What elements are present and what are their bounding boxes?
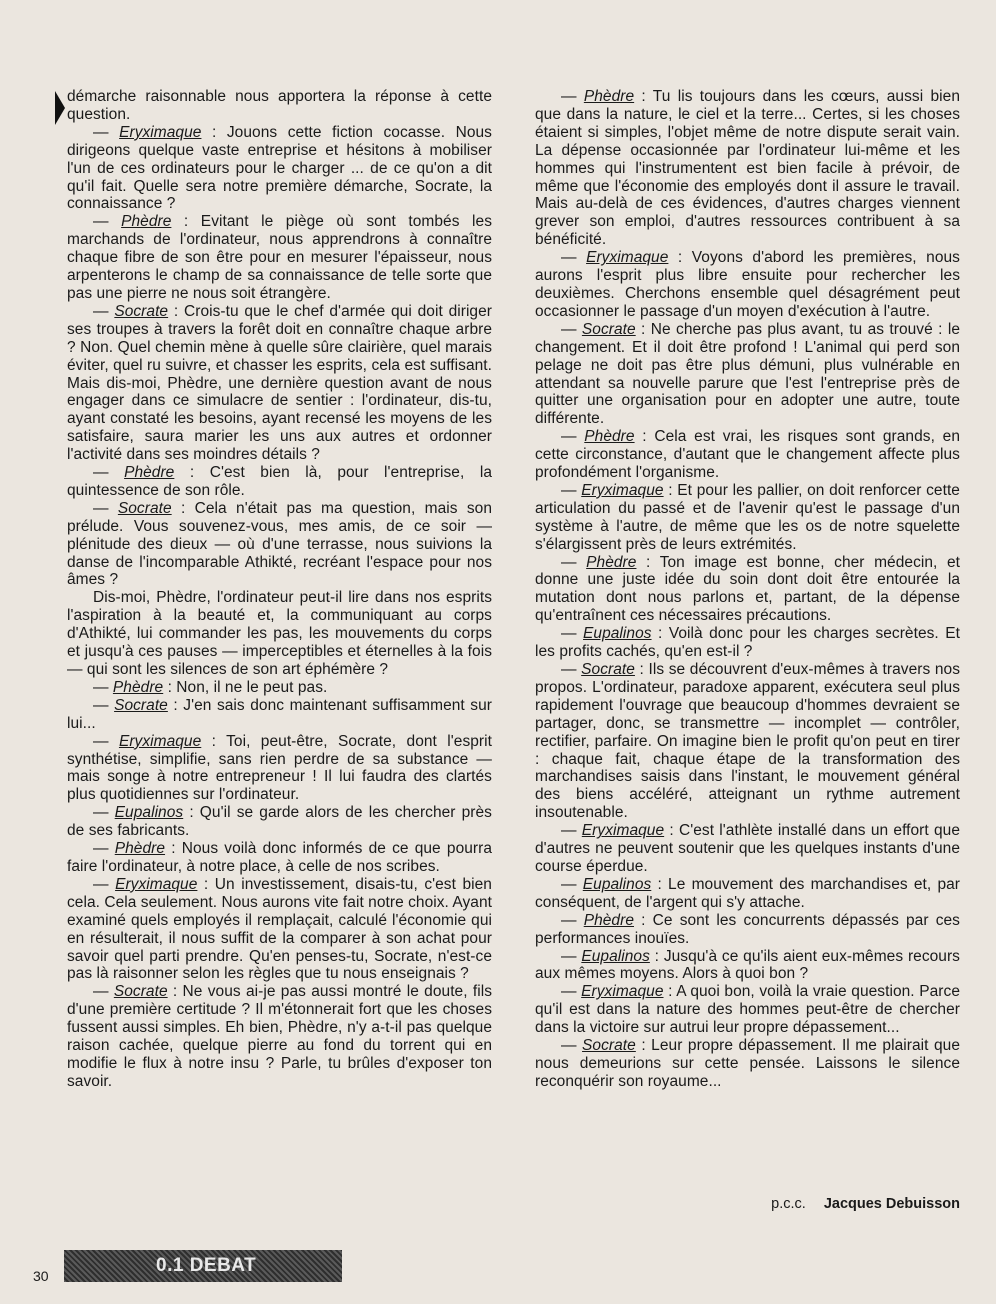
dialogue-text: Ton image est bonne, cher médecin, et donne une juste idée du soin dont doit être entourée la mutation dont nous parlons et, partant, de la dépense qu'entraînent ces nécessaires précautions.	[535, 553, 960, 625]
dialogue-paragraph	[67, 213, 492, 303]
speaker-name: Eryximaque	[581, 481, 664, 499]
speaker-name: Eryximaque	[118, 732, 202, 750]
dialogue-paragraph	[67, 88, 492, 124]
dialogue-paragraph	[535, 912, 960, 948]
page-number: 30	[33, 1268, 49, 1284]
speaker-colon: :	[197, 875, 209, 893]
dialogue-text: Non, il ne le peut pas.	[171, 678, 328, 696]
speaker-colon: :	[636, 553, 651, 571]
right-column	[535, 88, 960, 1091]
dialogue-text: Jusqu'à ce qu'ils aient eux-mêmes recours aux mêmes moyens. Alors à quoi bon ?	[535, 947, 960, 983]
speaker-colon: :	[201, 123, 217, 141]
dialogue-dash: —	[561, 875, 583, 893]
dialogue-dash: —	[93, 840, 115, 858]
speaker-name: Eupalinos	[582, 875, 652, 893]
dialogue-paragraph	[67, 876, 492, 983]
dialogue-text: J'en sais donc maintenant suffisamment sur lui...	[67, 696, 492, 732]
dialogue-dash: —	[93, 678, 113, 696]
dialogue-text: Cela n'était pas ma question, mais son prélude. Vous souvenez-vous, mes amis, de ce soir — plénitude des dieux — où d'une terrasse, nous suivions la danse de l'incomparable Athikté, recréant l'espace pour nos âmes ?	[67, 499, 492, 589]
speaker-name: Eupalinos	[114, 804, 184, 822]
dialogue-dash: —	[561, 481, 582, 499]
speaker-colon: :	[668, 249, 683, 267]
dialogue-dash: —	[561, 822, 582, 840]
dialogue-paragraph	[67, 589, 492, 679]
dialogue-text: A quoi bon, voilà la vraie question. Parce qu'il est dans la nature des hommes peut-être de chercher dans la victoire sur autrui leur propre dépassement...	[535, 983, 960, 1037]
speaker-colon: :	[171, 499, 186, 517]
dialogue-dash: —	[561, 1037, 583, 1055]
speaker-colon: :	[634, 661, 644, 678]
dialogue-paragraph	[67, 500, 492, 590]
dialogue-dash: —	[561, 249, 587, 267]
dialogue-text: Evitant le piège où sont tombés les marchands de l'ordinateur, nous apprendrons à connaître chaque fibre de son être pour en mesurer l'épaisseur, nous arpenterons le champ de sa connaissance de telle sorte que pas une pierre ne nous soit étrangère.	[67, 213, 492, 302]
dialogue-paragraph	[535, 428, 960, 482]
dialogue-text: C'est bien là, pour l'entreprise, la quintessence de son rôle.	[67, 464, 492, 499]
dialogue-text: Ils se découvrent d'eux-mêmes à travers nos propos. L'ordinateur, paradoxe apparent, exécutera seul plus rapidement l'ouvrage que beaucoup d'hommes devraient se partager, donc, se transmettre — incomplet — contrôler, rectifier, parfaire. On imagine bien le profit qu'on peut en tirer : chaque fait, chaque étape de la transformation des marchandises saisis dans l'instant, le mouvement général des biens accéléré, atteignant un rythme autrement insoutenable.	[535, 661, 960, 822]
speaker-name: Phèdre	[124, 464, 175, 482]
dialogue-text: Ce sont les concurrents dépassés par ces performances inouïes.	[535, 911, 960, 947]
left-column	[67, 88, 492, 1091]
speaker-name: Socrate	[114, 302, 169, 320]
speaker-name: Eryximaque	[115, 875, 198, 893]
speaker-colon: :	[651, 625, 663, 643]
dialogue-dash: —	[93, 875, 116, 893]
speaker-name: Eupalinos	[581, 947, 650, 965]
dialogue-paragraph	[67, 840, 492, 876]
dialogue-dash: —	[93, 213, 122, 231]
speaker-colon: :	[651, 875, 662, 893]
dialogue-paragraph	[67, 464, 492, 500]
dialogue-text: Dis-moi, Phèdre, l'ordinateur peut-il lire dans nos esprits l'aspiration à la beauté et, la communiquant au corps d'Athikté, lui commander les pas, les mouvements du corps et jusqu'à ces pauses — imperceptibles et éternelles à la fois — qui sont les silences de son art éphémère ?	[67, 589, 492, 678]
dialogue-text: Voyons d'abord les premières, nous aurons l'esprit plus libre ensuite pour rechercher les deuxièmes. Cherchons ensemble quel désagrément peut occasionner le passage d'un moyen d'exécution à l'autre.	[535, 249, 960, 320]
speaker-colon: :	[634, 428, 647, 446]
section-banner-label: 0.1 DEBAT	[156, 1255, 257, 1276]
dialogue-text: Jouons cette fiction cocasse. Nous dirigeons quelque vaste entreprise et hésitons à mobiliser l'un de ces ordinateurs pour le charger ... de ce qu'on a dit qu'il fait. Quelle sera notre première démarche, Socrate, la connaissance ?	[67, 123, 492, 213]
dialogue-text: Crois-tu que le chef d'armée qui doit diriger ses troupes à travers la forêt doit en connaître chaque arbre ? Non. Quel chemin mène à quelle sûre clairière, quel marais éviter, quel ru suivre, et chasser les esprits, cela est suffisant. Mais dis-moi, Phèdre, une dernière question avant de nous engager dans ce simulacre de sentier : l'ordinateur, dis-tu, ayant constaté les besoins, ayant recensé les moyens de les satisfaire, saura marier les uns aux autres et ordonner l'activité dans ses moindres détails ?	[67, 302, 492, 464]
speaker-name: Phèdre	[112, 678, 164, 696]
dialogue-paragraph	[535, 554, 960, 626]
speaker-name: Phèdre	[586, 553, 637, 571]
dialogue-dash: —	[561, 88, 584, 105]
dialogue-dash: —	[561, 553, 587, 571]
dialogue-paragraph	[535, 1037, 960, 1091]
dialogue-dash: —	[93, 983, 114, 1001]
dialogue-text: Le mouvement des marchandises et, par conséquent, de l'argent qui s'y attache.	[535, 875, 960, 911]
dialogue-paragraph	[535, 482, 960, 554]
speaker-name: Eryximaque	[586, 249, 669, 267]
signature-prefix: p.c.c.	[771, 1196, 806, 1212]
dialogue-text: Ne cherche pas plus avant, tu as trouvé : le changement. Et il doit être profond ! L'animal qui perd son pelage ne doit pas être plus démuni, plus vulnérable en attendant sa nouvelle parure que l'est l'entreprise près de quitter une organisation pour en adopter une autre, toute différente.	[535, 320, 960, 428]
dialogue-paragraph	[535, 661, 960, 822]
signature-name: Jacques Debuisson	[823, 1196, 960, 1212]
dialogue-dash: —	[93, 123, 120, 141]
speaker-name: Socrate	[117, 499, 172, 517]
speaker-colon: :	[634, 88, 646, 105]
dialogue-paragraph	[535, 321, 960, 428]
dialogue-dash: —	[561, 661, 582, 678]
dialogue-text: C'est l'athlète installé dans un effort que d'autres ne peuvent soutenir que les quelques instants d'une course éperdue.	[535, 822, 960, 875]
dialogue-paragraph	[535, 88, 960, 249]
speaker-name: Phèdre	[121, 213, 172, 231]
dialogue-paragraph	[67, 679, 492, 697]
speaker-colon: :	[635, 1037, 646, 1055]
dialogue-paragraph	[67, 124, 492, 214]
dialogue-dash: —	[561, 428, 585, 446]
speaker-name: Eryximaque	[119, 123, 202, 141]
dialogue-text: Et pour les pallier, on doit renforcer cette articulation du passé et de l'avenir qu'est le passage d'un système à l'autre, de même que les os de notre squelette s'élargissent près de leurs extrémités.	[535, 481, 960, 553]
speaker-name: Socrate	[582, 1037, 636, 1055]
dialogue-dash: —	[93, 732, 119, 750]
dialogue-text: Toi, peut-être, Socrate, dont l'esprit synthétise, simplifie, sans rien perdre de sa substance — mais songe à notre entrepreneur ! Il lui faudra des clartés plus quotidiennes sur l'ordinateur.	[67, 732, 492, 804]
speaker-colon: :	[167, 696, 178, 714]
dialogue-paragraph	[535, 625, 960, 661]
speaker-name: Phèdre	[584, 428, 635, 446]
speaker-name: Eryximaque	[581, 822, 665, 840]
dialogue-paragraph	[67, 983, 492, 1090]
section-banner	[64, 1250, 342, 1282]
dialogue-paragraph	[535, 822, 960, 876]
dialogue-dash: —	[93, 804, 115, 822]
dialogue-dash: —	[93, 302, 115, 320]
speaker-colon: :	[635, 320, 646, 338]
dialogue-paragraph	[535, 876, 960, 912]
dialogue-dash: —	[93, 499, 118, 517]
dialogue-dash: —	[561, 983, 582, 1001]
speaker-name: Eryximaque	[581, 983, 664, 1001]
dialogue-text: Nous voilà donc informés de ce que pourra faire l'ordinateur, à notre place, à celle de nos scribes.	[67, 840, 492, 875]
dialogue-dash: —	[93, 464, 125, 482]
speaker-name: Phèdre	[583, 88, 635, 105]
dialogue-text: Voilà donc pour les charges secrètes. Et les profits cachés, qu'en est-il ?	[535, 625, 960, 661]
speaker-colon: :	[649, 947, 660, 965]
dialogue-dash: —	[561, 947, 582, 965]
paragraph-continuation-marker	[55, 91, 65, 125]
speaker-colon: :	[163, 678, 172, 696]
dialogue-paragraph	[67, 697, 492, 733]
speaker-colon: :	[174, 464, 195, 482]
dialogue-paragraph	[535, 249, 960, 321]
speaker-name: Socrate	[581, 320, 636, 338]
signature	[535, 1196, 960, 1212]
dialogue-paragraph	[67, 303, 492, 464]
dialogue-text: Qu'il se garde alors de les chercher près de ses fabricants.	[67, 804, 492, 840]
speaker-colon: :	[201, 732, 217, 750]
speaker-name: Socrate	[114, 696, 168, 714]
dialogue-text: démarche raisonnable nous apportera la réponse à cette question.	[67, 88, 492, 123]
speaker-colon: :	[634, 911, 646, 929]
speaker-colon: :	[663, 481, 673, 499]
dialogue-text: Tu lis toujours dans les cœurs, aussi bien que dans la nature, le ciel et la terre... Certes, si les choses étaient si simples, l'objet même de notre dispute serait vain. La dépense occasionnée par l'ordinateur lui-même et les hommes qui l'instrumentent est bien facile à prévoir, de même que l'économie des employés dont il assure le travail. Mais au-delà de ces évidences, d'autres charges viennent grever son emploi, d'autres ressources contribuent à sa bénéficité.	[535, 88, 960, 249]
speaker-colon: :	[663, 983, 673, 1001]
dialogue-paragraph	[67, 733, 492, 805]
dialogue-text: Ne vous ai-je pas aussi montré le doute, fils d'une première certitude ? Il m'étonnerait fort que les choses fussent aussi simples. Eh bien, Phèdre, n'y a-t-il pas quelque raison cachée, quelque pierre au fond du torrent qui en modifie le flux à notre insu ? Parle, tu brûles d'exposer ton savoir.	[67, 983, 492, 1090]
speaker-colon: :	[168, 302, 179, 320]
dialogue-paragraph	[535, 983, 960, 1037]
dialogue-paragraph	[535, 948, 960, 984]
dialogue-paragraph	[67, 804, 492, 840]
dialogue-text: Cela est vrai, les risques sont grands, en cette circonstance, d'autant que le changement affecte plus profondément l'organisme.	[535, 428, 960, 482]
dialogue-text: Un investissement, disais-tu, c'est bien cela. Cela seulement. Nous aurons vite fait notre choix. Ayant examiné quels employés il remplaçait, calculé l'économie qui en résulterait, il nous suffit de la comparer à son achat pour savoir quel parti prendre. Qu'en penses-tu, Socrate, n'est-ce pas là raisonner selon les règles que tu nous enseignais ?	[67, 875, 492, 983]
speaker-colon: :	[171, 213, 189, 231]
speaker-colon: :	[664, 822, 674, 840]
speaker-name: Phèdre	[114, 840, 166, 858]
dialogue-dash: —	[561, 320, 582, 338]
speaker-name: Phèdre	[583, 911, 634, 929]
dialogue-dash: —	[561, 625, 584, 643]
speaker-colon: :	[183, 804, 194, 822]
speaker-name: Socrate	[581, 661, 635, 678]
speaker-name: Socrate	[113, 983, 168, 1001]
dialogue-text: Leur propre dépassement. Il me plairait que nous demeurions sur cette pensée. Laissons le silence reconquérir son royaume...	[535, 1037, 960, 1090]
dialogue-dash: —	[561, 911, 584, 929]
speaker-colon: :	[165, 840, 176, 858]
speaker-colon: :	[167, 983, 178, 1001]
speaker-name: Eupalinos	[583, 625, 652, 643]
dialogue-dash: —	[93, 696, 115, 714]
